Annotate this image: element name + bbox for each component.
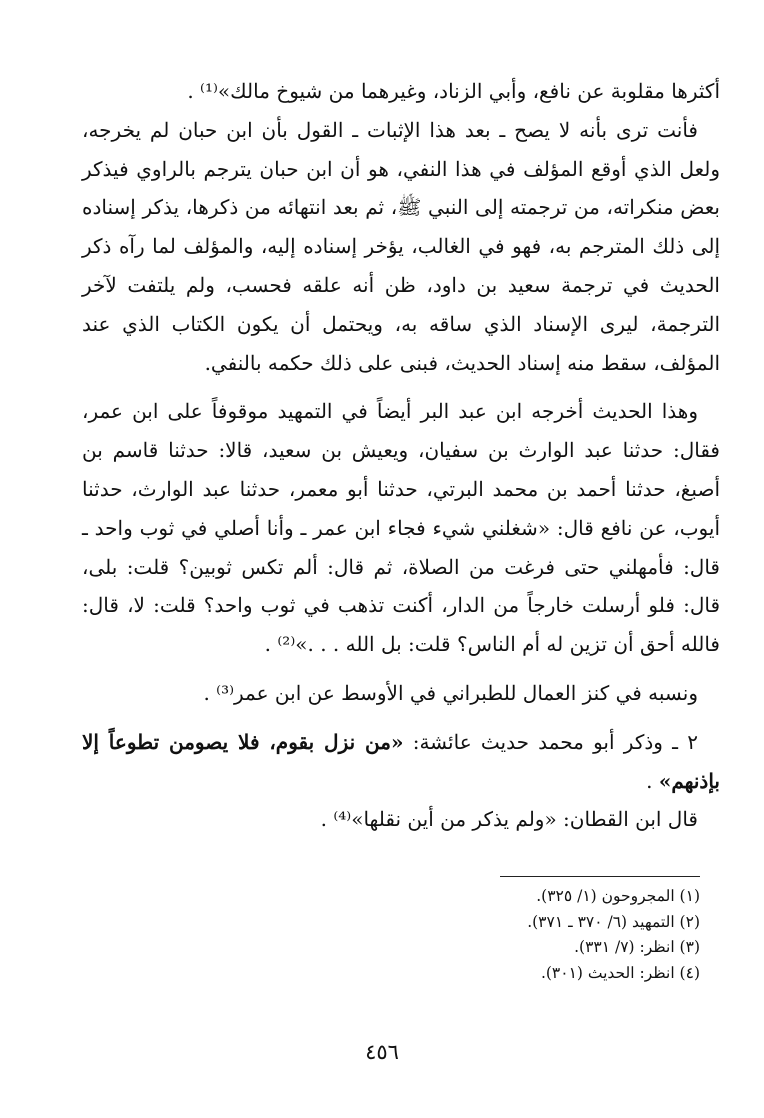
footnote-4: (٤) انظر: الحديث (٣٠١).: [540, 963, 700, 982]
footnote-2: (٢) التمهيد (٦/ ٣٧٠ ـ ٣٧١).: [527, 912, 700, 931]
paragraph-3: وهذا الحديث أخرجه ابن عبد البر أيضاً في التمهيد موقوفاً على ابن عمر، فقال: حدثنا عبد الوارث بن سفيان، ويعيش بن سعيد، قالا: حدثنا قاسم بن أصبغ، حدثنا أحمد بن محمد البرتي، حدثنا أبو معمر، حدثنا عبد الوارث، حدثنا أيوب، عن نافع قال: «شغلني شيء فجاء ابن عمر ـ وأنا أصلي في ثوب واحد ـ قال: فأمهلني حتى فرغت من الصلاة، ثم قال: ألم تكس ثوبين؟ قلت: بلى، قال: فلو أرسلت خارجاً من الدار، أكنت تذهب في ثوب واحد؟ قلت: لا، قال: فالله أحق أن تزين له أم الناس؟ قلت: بل الله . . .»⁽²⁾ .: [82, 399, 720, 657]
page-number: ٤٥٦: [365, 1040, 399, 1064]
footnote-3: (٣) انظر: (٧/ ٣٣١).: [574, 938, 700, 956]
paragraph-2: فأنت ترى بأنه لا يصح ـ بعد هذا الإثبات ـ القول بأن ابن حبان لم يخرجه، ولعل الذي أوقع المؤلف في هذا النفي، هو أن ابن حبان يترجم بالراوي فيذكر بعض منكراته، من ترجمته إلى النبي ﷺ، ثم بعد انتهائه من ذكرها، يذكر إسناده إلى ذلك المترجم به، فهو في الغالب، يؤخر إسناده إليه، والمؤلف لما رآه ذكر الحديث في ترجمة سعيد بن داود، ظن أنه علقه فحسب، ولم يلتفت لآخر الترجمة، ليرى الإسناد الذي ساقه به، ويحتمل أن يكون الكتاب الذي عند المؤلف، سقط منه إسناد الحديث، فبنى على ذلك حكمه بالنفي.: [82, 117, 721, 375]
paragraph-5: [82, 723, 720, 801]
main-text: [82, 72, 720, 839]
hadith-intro: ٢ ـ وذكر أبو محمد حديث عائشة:: [403, 729, 699, 754]
hadith-end: .: [646, 768, 653, 793]
footnote-1: (١) المجروحون (١/ ٣٢٥).: [536, 887, 700, 905]
footnotes: [300, 884, 700, 986]
paragraph-4: ونسبه في كنز العمال للطبراني في الأوسط عن ابن عمر⁽³⁾ .: [203, 680, 698, 705]
paragraph-6: قال ابن القطان: «ولم يذكر من أين نقلها»⁽⁴⁾ .: [320, 807, 698, 832]
hadith-quote: «من نزل بقوم، فلا يصومن تطوعاً إلا بإذنهم»: [82, 729, 720, 793]
footnote-separator: [500, 876, 700, 877]
paragraph-1: أكثرها مقلوبة عن نافع، وأبي الزناد، وغيرهما من شيوخ مالك»⁽¹⁾ .: [187, 79, 720, 103]
